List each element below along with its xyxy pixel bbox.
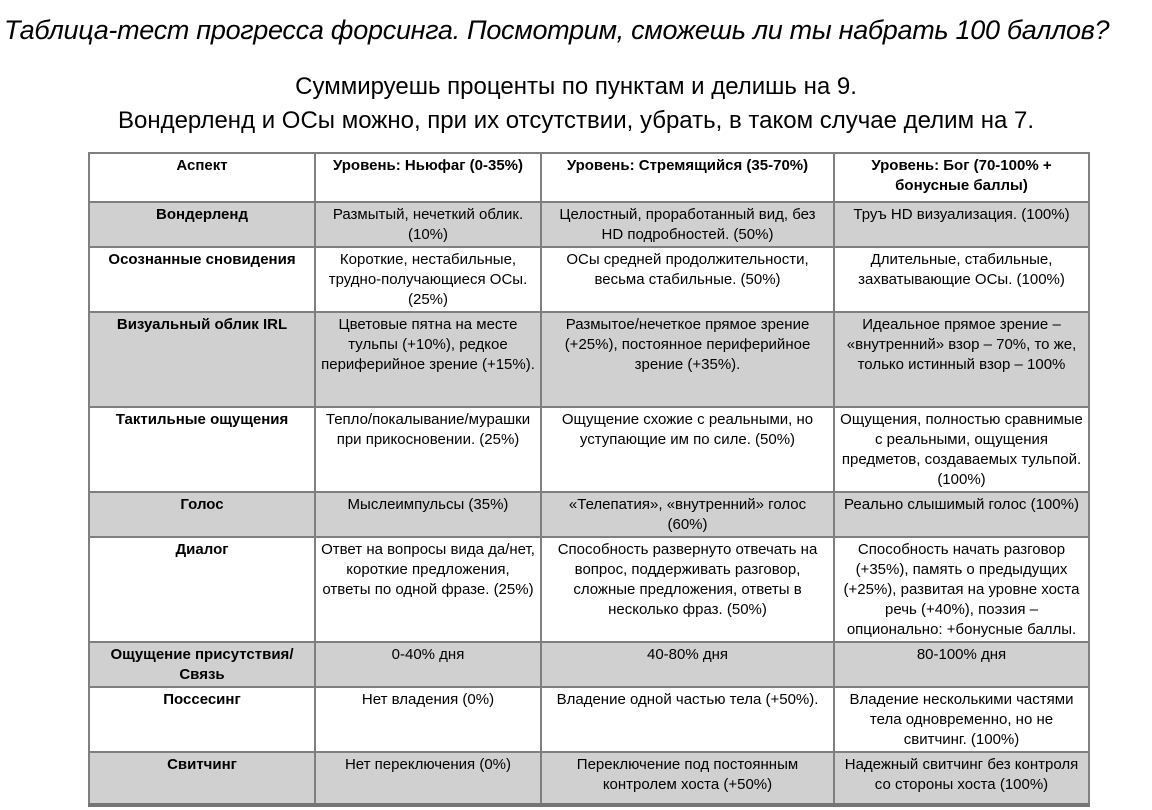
level-cell: Реально слышимый голос (100%) [834, 492, 1089, 537]
level-cell: Цветовые пятна на месте тульпы (+10%), редкое периферийное зрение (+15%). [315, 312, 541, 407]
page-title: Таблица-тест прогресса форсинга. Посмотрим, сможешь ли ты набрать 100 баллов? [4, 15, 1110, 45]
level-cell: Тепло/покалывание/мурашки при прикосновении. (25%) [315, 407, 541, 492]
column-header: Аспект [89, 153, 315, 202]
table-row [89, 407, 1089, 492]
level-cell: ОСы средней продолжительности, весьма стабильные. (50%) [541, 247, 834, 312]
column-header: Уровень: Бог (70-100% + бонусные баллы) [834, 153, 1089, 202]
table-head [89, 153, 1089, 202]
level-cell: 0-40% дня [315, 642, 541, 687]
table-row [89, 202, 1089, 247]
level-cell: Владение одной частью тела (+50%). [541, 687, 834, 752]
level-cell: Мыслеимпульсы (35%) [315, 492, 541, 537]
header-row [89, 153, 1089, 202]
aspect-cell: Поссесинг [89, 687, 315, 752]
aspect-cell: Вондерленд [89, 202, 315, 247]
level-cell: 40-80% дня [541, 642, 834, 687]
level-cell: Целостный, проработанный вид, без HD подробностей. (50%) [541, 202, 834, 247]
level-cell: Ощущения, полностью сравнимые с реальными, ощущения предметов, создаваемых тульпой. (100%) [834, 407, 1089, 492]
aspect-cell: Тактильные ощущения [89, 407, 315, 492]
aspect-cell: Визуальный облик IRL [89, 312, 315, 407]
level-cell: Труъ HD визуализация. (100%) [834, 202, 1089, 247]
level-cell: Нет владения (0%) [315, 687, 541, 752]
progress-table [88, 152, 1090, 807]
aspect-cell: Свитчинг [89, 752, 315, 805]
level-cell: Размытый, нечеткий облик. (10%) [315, 202, 541, 247]
aspect-cell: Голос [89, 492, 315, 537]
subtitle [0, 70, 1152, 138]
subtitle-line-1: Суммируешь проценты по пунктам и делишь на 9. [295, 73, 857, 100]
table-row [89, 642, 1089, 687]
table-row [89, 687, 1089, 752]
level-cell: Короткие, нестабильные, трудно-получающиеся ОСы. (25%) [315, 247, 541, 312]
level-cell: Переключение под постоянным контролем хоста (+50%) [541, 752, 834, 805]
table-row [89, 492, 1089, 537]
aspect-cell: Осознанные сновидения [89, 247, 315, 312]
level-cell: Нет переключения (0%) [315, 752, 541, 805]
level-cell: Владение несколькими частями тела одновременно, но не свитчинг. (100%) [834, 687, 1089, 752]
table-row [89, 312, 1089, 407]
level-cell: Длительные, стабильные, захватывающие ОСы. (100%) [834, 247, 1089, 312]
table-row [89, 247, 1089, 312]
table-row [89, 752, 1089, 805]
aspect-cell: Диалог [89, 537, 315, 642]
column-header: Уровень: Стремящийся (35-70%) [541, 153, 834, 202]
subtitle-line-2: Вондерленд и ОСы можно, при их отсутствии, убрать, в таком случае делим на 7. [117, 107, 1035, 134]
aspect-cell: Ощущение присутствия/Связь [89, 642, 315, 687]
table-body [89, 202, 1089, 805]
level-cell: 80-100% дня [834, 642, 1089, 687]
level-cell: Способность начать разговор (+35%), память о предыдущих (+25%), развитая на уровне хоста речь (+40%), поэзия – опционально: +бонусные баллы. [834, 537, 1089, 642]
level-cell: Ответ на вопросы вида да/нет, короткие предложения, ответы по одной фразе. (25%) [315, 537, 541, 642]
level-cell: Способность развернуто отвечать на вопрос, поддерживать разговор, сложные предложения, ответы в несколько фраз. (50%) [541, 537, 834, 642]
level-cell: Размытое/нечеткое прямое зрение (+25%), постоянное периферийное зрение (+35%). [541, 312, 834, 407]
column-header: Уровень: Ньюфаг (0-35%) [315, 153, 541, 202]
level-cell: Надежный свитчинг без контроля со стороны хоста (100%) [834, 752, 1089, 805]
level-cell: Ощущение схожие с реальными, но уступающие им по силе. (50%) [541, 407, 834, 492]
table-row [89, 537, 1089, 642]
level-cell: Идеальное прямое зрение – «внутренний» взор – 70%, то же, только истинный взор – 100% [834, 312, 1089, 407]
level-cell: «Телепатия», «внутренний» голос (60%) [541, 492, 834, 537]
